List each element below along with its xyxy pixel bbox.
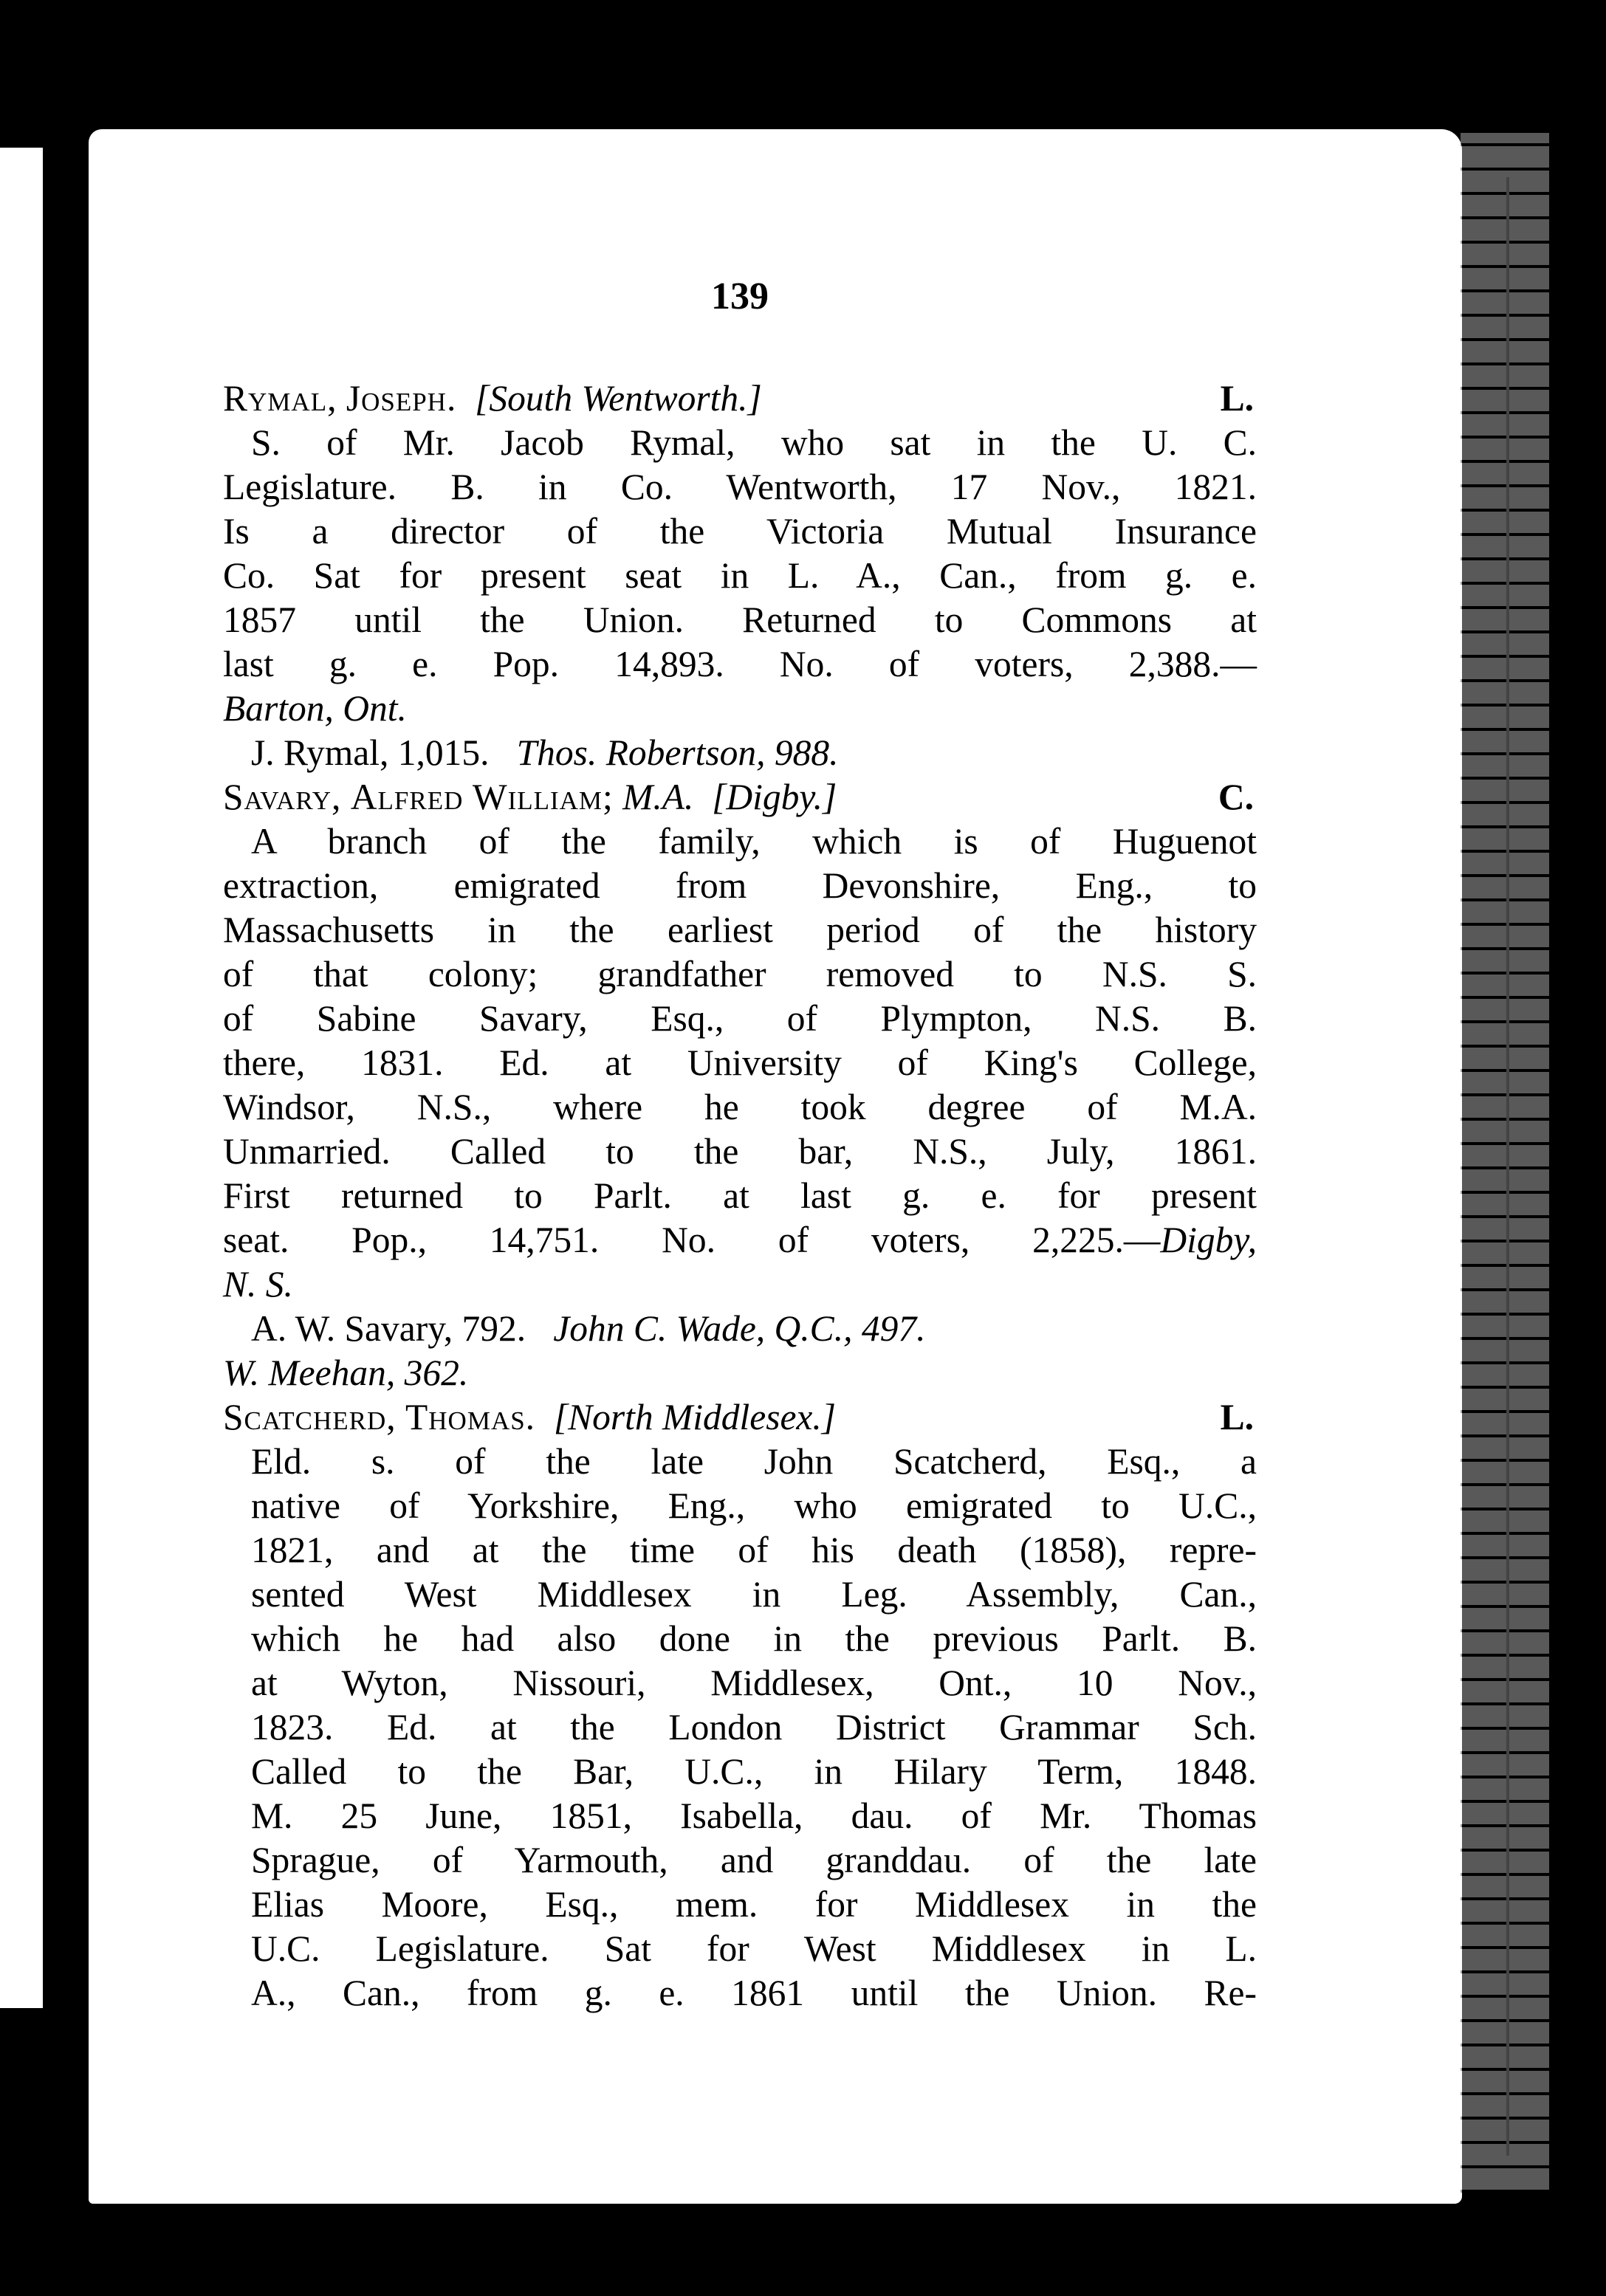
body-line: Is a director of the Victoria Mutual Insurance xyxy=(223,511,1257,551)
entry-savary xyxy=(223,775,1257,1395)
body-line: Sprague, of Yarmouth, and granddau. of the late xyxy=(251,1840,1257,1880)
body-line: which he had also done in the previous Parlt. B. xyxy=(251,1618,1257,1659)
page-number: 139 xyxy=(711,275,769,317)
member-surname: Scatcherd, xyxy=(223,1397,397,1437)
body-line-text: seat. Pop., 14,751. No. of voters, 2,225.— xyxy=(223,1220,1161,1260)
body-line: extraction, emigrated from Devonshire, Eng., to xyxy=(223,865,1257,906)
body-line: Unmarried. Called to the bar, N.S., July, 1861. xyxy=(223,1131,1257,1172)
election-result xyxy=(223,731,1257,775)
body-line: A branch of the family, which is of Huguenot xyxy=(251,821,1257,862)
winner-votes: A. W. Savary, 792. xyxy=(251,1308,526,1349)
entry-heading xyxy=(223,377,1257,421)
third-candidate-votes: W. Meehan, 362. xyxy=(223,1352,469,1393)
page-edge-scan-noise xyxy=(1461,133,1549,2193)
entry-heading xyxy=(223,1395,1257,1440)
fragment-line: p., xyxy=(46,1936,75,1970)
fragment-line: t., xyxy=(46,1981,69,2015)
fragment-line: ed xyxy=(46,1846,74,1880)
body-line: Called to the Bar, U.C., in Hilary Term, 1848. xyxy=(251,1751,1257,1792)
election-result xyxy=(223,1307,1257,1351)
page-text xyxy=(223,275,1257,2015)
body-line: sented West Middlesex in Leg. Assembly, Can., xyxy=(251,1574,1257,1615)
body-line: Massachusetts in the earliest period of the history xyxy=(223,910,1257,950)
constituency: [North Middlesex.] xyxy=(553,1397,837,1437)
member-surname: Rymal, xyxy=(223,378,337,419)
body-line: U.C. Legislature. Sat for West Middlesex in L. xyxy=(251,1928,1257,1969)
body-line: Co. Sat for present seat in L. A., Can., from g. e. xyxy=(223,555,1257,596)
opponent-votes: John C. Wade, Q.C., 497. xyxy=(553,1308,926,1349)
winner-votes: J. Rymal, 1,015. xyxy=(251,732,490,773)
facing-page-text-fragments xyxy=(46,1480,93,2021)
post-office: Digby, xyxy=(1160,1220,1257,1260)
body-line: 1857 until the Union. Returned to Commons at xyxy=(223,599,1257,640)
member-given-names: Alfred William; xyxy=(350,777,614,817)
fragment-line: by xyxy=(46,1891,75,1925)
page-edge-line xyxy=(1506,177,1509,2156)
body-line: 1821, and at the time of his death (1858), repre- xyxy=(251,1530,1257,1570)
fragment-line: s, xyxy=(46,1576,65,1609)
body-line: native of Yorkshire, Eng., who emigrated to U.C., xyxy=(251,1485,1257,1526)
body-line-post-office: Barton, Ont. xyxy=(223,688,407,729)
member-surname: Savary, xyxy=(223,777,342,817)
body-line: of that colony; grandfather removed to N.S. S. xyxy=(223,954,1257,994)
body-line: First returned to Parlt. at last g. e. for present xyxy=(223,1175,1257,1216)
body-line-post-office: N. S. xyxy=(223,1264,293,1305)
body-line: Windsor, N.S., where he took degree of M.A. xyxy=(223,1087,1257,1127)
facing-page-strip xyxy=(0,148,43,2008)
fragment-line: ·, xyxy=(46,1621,64,1654)
entry-heading xyxy=(223,775,1257,819)
body-line: there, 1831. Ed. at University of King's College, xyxy=(223,1042,1257,1083)
body-line: S. of Mr. Jacob Rymal, who sat in the U. C. xyxy=(251,422,1257,463)
party-code: C. xyxy=(1218,777,1254,817)
constituency: [South Wentworth.] xyxy=(475,378,762,419)
body-line: Legislature. B. in Co. Wentworth, 17 Nov., 1821. xyxy=(223,467,1257,507)
body-line xyxy=(223,1218,1257,1262)
body-line: of Sabine Savary, Esq., of Plympton, N.S. B. xyxy=(223,998,1257,1039)
party-code: L. xyxy=(1220,378,1254,419)
fragment-line: of xyxy=(46,1711,71,1745)
member-degree: M.A. xyxy=(622,777,694,817)
body-line: A., Can., from g. e. 1861 until the Union. Re- xyxy=(251,1973,1257,2013)
body-line: Elias Moore, Esq., mem. for Middlesex in the xyxy=(251,1884,1257,1925)
body-line: Eld. s. of the late John Scatcherd, Esq., a xyxy=(251,1441,1257,1482)
fragment-line: of xyxy=(46,1801,71,1835)
body-line: 1823. Ed. at the London District Grammar Sch. xyxy=(251,1707,1257,1747)
member-given-names: Thomas. xyxy=(405,1397,536,1437)
party-code: L. xyxy=(1220,1397,1254,1437)
opponent-votes: Thos. Robertson, 988. xyxy=(516,732,839,773)
body-line: at Wyton, Nissouri, Middlesex, Ont., 10 Nov., xyxy=(251,1663,1257,1703)
fragment-line: ] xyxy=(46,1486,56,1519)
constituency: [Digby.] xyxy=(712,777,837,817)
fragment-line: d xyxy=(46,1756,61,1790)
entry-scatcherd xyxy=(223,1395,1257,2015)
fragment-line: · xyxy=(46,1531,56,1564)
member-given-names: Joseph. xyxy=(346,378,457,419)
body-line: last g. e. Pop. 14,893. No. of voters, 2,388.— xyxy=(223,644,1257,684)
fragment-line: n, xyxy=(46,1666,68,1699)
body-line: M. 25 June, 1851, Isabella, dau. of Mr. Thomas xyxy=(251,1795,1257,1836)
entry-rymal xyxy=(223,377,1257,775)
